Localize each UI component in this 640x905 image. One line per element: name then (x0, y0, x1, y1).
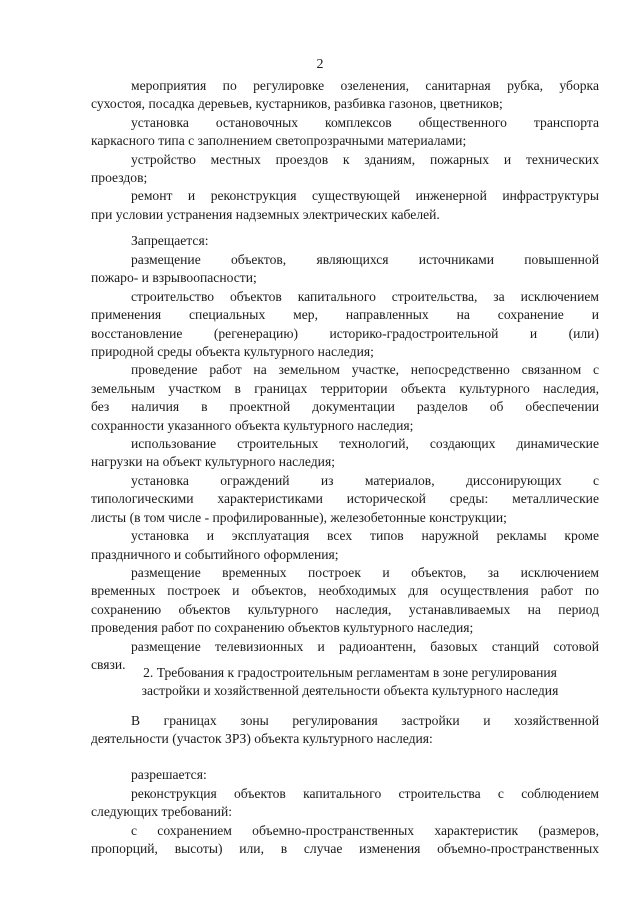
text-line-p14: типологическими характеристиками исторической среды: металлические (91, 491, 599, 507)
text-line-l6: проездов; (91, 170, 148, 186)
prohibited-list-block (91, 251, 599, 674)
text-line-l1: мероприятия по регулировке озеленения, санитарная рубка, уборка (131, 78, 599, 93)
text-line-a4: пропорций, высоты) или, в случае изменения объемно-пространственных (91, 841, 599, 857)
prohibited-heading: Запрещается: (131, 233, 209, 248)
text-line-p20: сохранению объектов культурного наследия, устанавливаемых на период (91, 601, 599, 617)
text-line-p21: проведения работ по сохранению объектов культурного наследия; (91, 620, 474, 636)
text-line-p6: природной среды объекта культурного наследия; (91, 344, 374, 360)
zone-intro-block (91, 712, 599, 749)
section-2-title-line-1: 2. Требования к градостроительным регламентам в зоне регулирования (143, 665, 557, 680)
text-line-p15: листы (в том числе - профилированные), железобетонные конструкции; (91, 509, 507, 525)
text-line-p8: земельным участком в границах территории объекта культурного наследия, (91, 380, 599, 396)
text-line-p16: установка и эксплуатация всех типов наружной рекламы кроме (131, 528, 599, 544)
text-line-l2: сухостоя, посадка деревьев, кустарников, разбивка газонов, цветников; (91, 96, 503, 112)
text-line-l5: устройство местных проездов к зданиям, пожарных и технических (131, 151, 599, 167)
section-2-title-line-2: застройки и хозяйственной деятельности объекта культурного наследия (141, 683, 559, 699)
text-line-p12: нагрузки на объект культурного наследия; (91, 454, 335, 470)
text-line-a3: с сохранением объемно-пространственных характеристик (размеров, (131, 822, 599, 838)
reconstruction-requirements-block (91, 785, 599, 859)
text-line-p22: размещение телевизионных и радиоантенн, базовых станций сотовой (131, 638, 599, 654)
text-line-p11: использование строительных технологий, создающих динамические (131, 436, 599, 452)
text-line-a1: реконструкция объектов капитального строительства с соблюдением (131, 786, 599, 801)
text-line-z2: деятельности (участок ЗРЗ) объекта культурного наследия: (91, 731, 433, 747)
text-line-z1: В границах зоны регулирования застройки и хозяйственной (131, 713, 599, 728)
text-line-p13: установка ограждений из материалов, диссонирующих с (131, 472, 599, 488)
allowed-measures-block (91, 77, 599, 224)
allowed-heading-block (91, 766, 599, 784)
text-line-p2: пожаро- и взрывоопасности; (91, 270, 257, 286)
text-line-p7: проведение работ на земельном участке, непосредственно связанном с (131, 362, 599, 378)
text-line-p9: без наличия в проектной документации разделов об обеспечении (91, 399, 599, 415)
text-line-l8: при условии устранения надземных электрических кабелей. (91, 206, 440, 222)
text-line-p4: применения специальных мер, направленных на сохранение и (91, 307, 599, 323)
text-line-a2: следующих требований: (91, 804, 233, 820)
text-line-p17: праздничного и событийного оформления; (91, 546, 339, 562)
text-line-l7: ремонт и реконструкция существующей инженерной инфраструктуры (131, 188, 599, 204)
text-line-p5: восстановление (регенерацию) историко-градостроительной и (или) (91, 325, 599, 341)
text-line-l4: каркасного типа с заполнением светопрозрачными материалами; (91, 133, 467, 149)
allowed-heading: разрешается: (131, 767, 207, 782)
text-line-p10: сохранности указанного объекта культурного наследия; (91, 417, 414, 433)
prohibited-heading-block (91, 232, 599, 250)
text-line-p19: временных построек и объектов, необходимых для осуществления работ по (91, 583, 599, 599)
text-line-p3: строительство объектов капитального строительства, за исключением (131, 288, 599, 304)
section-2-title (100, 664, 600, 701)
text-line-p1: размещение объектов, являющихся источниками повышенной (131, 252, 599, 267)
page-number: 2 (316, 57, 324, 72)
text-line-p23: связи. (91, 656, 126, 672)
text-line-p18: размещение временных построек и объектов, за исключением (131, 564, 599, 580)
text-line-l3: установка остановочных комплексов общественного транспорта (131, 114, 599, 130)
